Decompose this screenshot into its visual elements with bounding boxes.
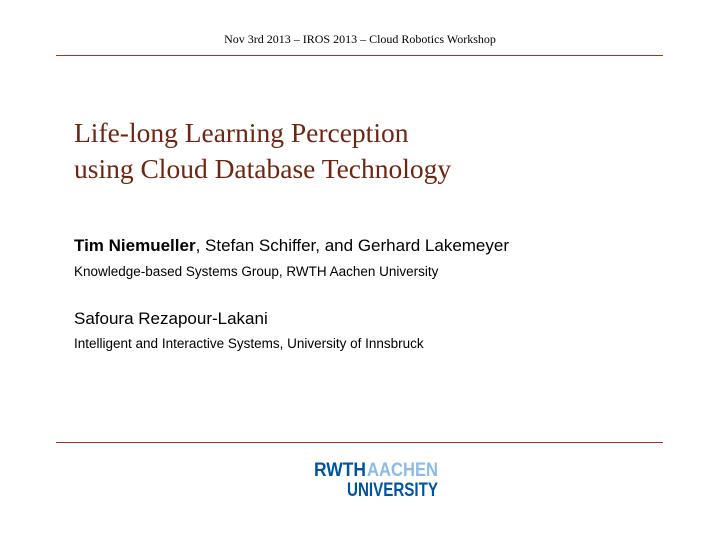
slide-title [74,115,674,187]
footer-divider [56,442,663,443]
affiliation-rwth: Knowledge-based Systems Group, RWTH Aachen University [74,264,439,279]
title-line-1: Life-long Learning Perception [74,117,409,148]
affiliation-innsbruck: Intelligent and Interactive Systems, University of Innsbruck [74,336,424,351]
lead-author: Tim Niemueller [74,236,196,255]
second-author-group: Safoura Rezapour-Lakani [74,309,268,328]
logo-rwth: RWTH [314,460,366,481]
logo-aachen: AACHEN [367,460,438,481]
rwth-logo [314,459,440,499]
slide-header: Nov 3rd 2013 – IROS 2013 – Cloud Robotics Workshop [224,32,496,46]
logo-university: UNIVERSITY [347,480,439,501]
title-line-2: using Cloud Database Technology [74,153,452,184]
author-list [74,236,509,256]
co-authors: , Stefan Schiffer, and Gerhard Lakemeyer [195,236,509,255]
header-divider [56,55,663,56]
